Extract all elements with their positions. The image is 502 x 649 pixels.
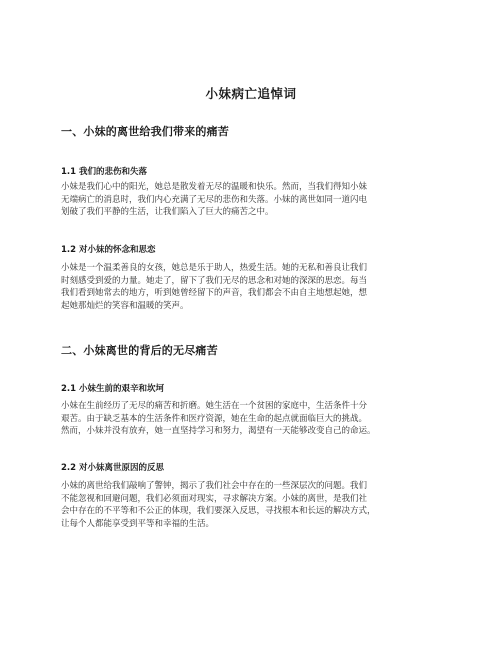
paragraph-line: 起她那灿烂的笑容和温暖的笑声。	[61, 300, 189, 311]
paragraph-2-2	[61, 480, 443, 530]
subsection-heading-2-2: 2.2 对小妹离世原因的反思	[61, 463, 165, 473]
subsection-heading-1-2: 1.2 对小妹的怀念和思恋	[61, 245, 156, 255]
paragraph-line: 划破了我们平静的生活，让我们陷入了巨大的痛苦之中。	[61, 207, 274, 217]
paragraph-line: 小妹的离世给我们敲响了警钟，揭示了我们社会中存在的一些深层次的问题。我们	[61, 481, 368, 491]
paragraph-line: 让每个人都能享受到平等和幸福的生活。	[61, 518, 215, 529]
paragraph-line: 然而，小妹并没有放弃，她一直坚持学习和努力，渴望有一天能够改变自己的命运。	[61, 426, 376, 436]
paragraph-line: 小妹是一个温柔善良的女孩，她总是乐于助人，热爱生活。她的无私和善良让我们	[61, 263, 368, 273]
paragraph-line: 会中存在的不平等和不公正的体现，我们要深入反思，寻找根本和长远的解决方式，	[61, 506, 376, 516]
paragraph-line: 我们看到她常去的地方，听到她曾经留下的声音，我们都会不由自主地想起她，想	[61, 288, 368, 298]
paragraph-line: 不能忽视和回避问题，我们必须面对现实，寻求解决方案。小妹的离世，是我们社	[61, 493, 368, 504]
paragraph-1-1	[61, 181, 443, 219]
paragraph-line: 艰苦。由于缺乏基本的生活条件和医疗资源，她在生命的起点就面临巨大的挑战。	[61, 413, 368, 424]
paragraph-1-2	[61, 262, 443, 312]
paragraph-line: 无端病亡的消息时，我们内心充满了无尽的悲伤和失落。小妹的离世如同一道闪电	[61, 194, 368, 205]
subsection-heading-2-1: 2.1 小妹生前的艰辛和坎坷	[61, 384, 165, 394]
paragraph-line: 小妹在生前经历了无尽的痛苦和折磨。她生活在一个贫困的家庭中，生活条件十分	[61, 401, 368, 411]
paragraph-2-1	[61, 400, 443, 438]
paragraph-line: 小妹是我们心中的阳光，她总是散发着无尽的温暖和快乐。然而，当我们得知小妹	[61, 182, 368, 192]
document-title: 小妹病亡追悼词	[205, 86, 297, 101]
section-heading-1: 一、小妹的离世给我们带来的痛苦	[61, 125, 229, 138]
subsection-heading-1-1: 1.1 我们的悲伤和失落	[61, 167, 148, 177]
section-heading-2: 二、小妹离世的背后的无尽痛苦	[61, 344, 218, 357]
paragraph-line: 时刻感受到爱的力量。她走了，留下了我们无尽的思念和对她的深深的思恋。每当	[61, 275, 368, 286]
